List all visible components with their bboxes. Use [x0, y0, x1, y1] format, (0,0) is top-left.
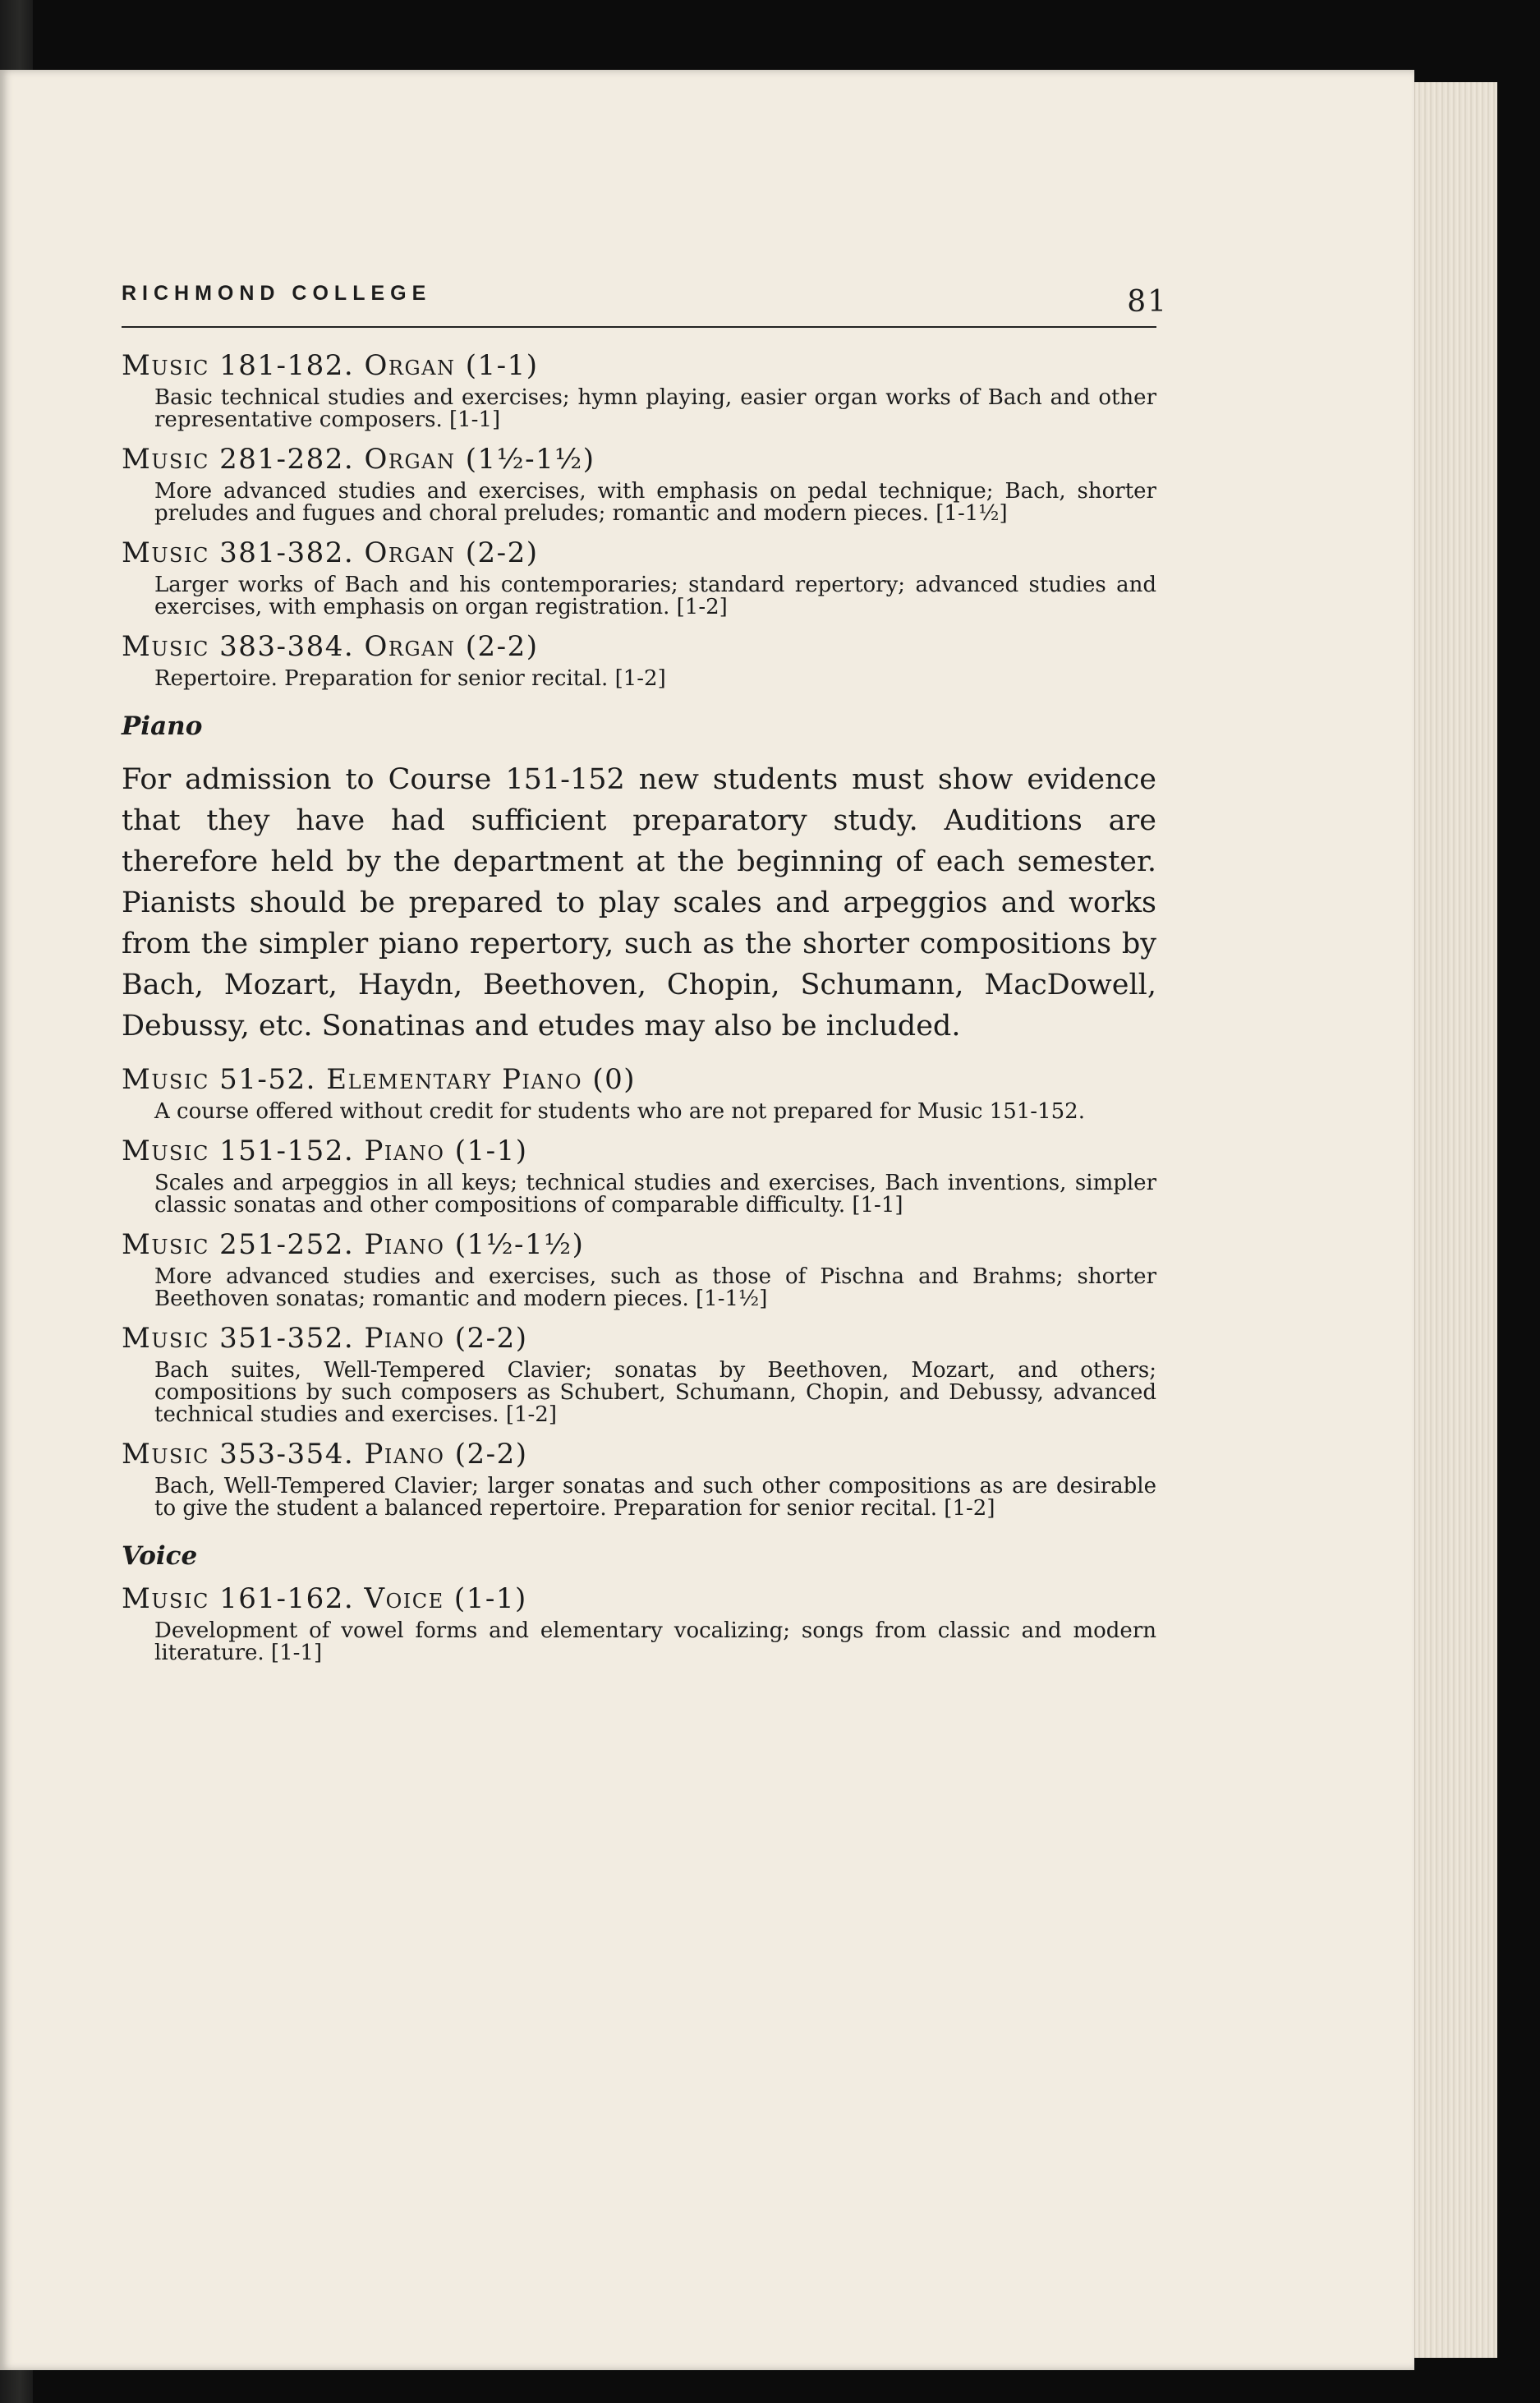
course-entry-organ-383: [122, 630, 1156, 690]
course-description: Basic technical studies and exercises; hymn playing, easier organ works of Bach and other representative composers. [1-1]: [154, 385, 1156, 432]
course-description: Development of vowel forms and elementary vocalizing; songs from classic and modern literature. [1-1]: [154, 1618, 1156, 1665]
course-title: Music 251-252. Piano (1½-1½): [122, 1228, 585, 1261]
course-entry-voice-161: [122, 1582, 1156, 1664]
course-title: Music 383-384. Organ (2-2): [122, 630, 539, 663]
course-description: More advanced studies and exercises, such as those of Pischna and Brahms; shorter Beethoven sonatas; romantic and modern pieces. [1-1½]: [154, 1264, 1156, 1311]
course-entry-piano-351: [122, 1322, 1156, 1426]
piano-intro-paragraph: For admission to Course 151-152 new students must show evidence that they have had sufficient preparatory study. Auditions are therefore held by the department at the beginning of each semester. Pianists should be prepared to play scales and arpeggios and works from the simpler piano repertory, such as the shorter compositions by Bach, Mozart, Haydn, Beethoven, Chopin, Schumann, MacDowell, Debussy, etc. Sonatinas and etudes may also be included.: [122, 763, 1156, 1043]
course-entry-organ-381: [122, 536, 1156, 619]
course-title: Music 181-182. Organ (1-1): [122, 349, 539, 382]
page-content: [122, 275, 1168, 1665]
page-edges: [1414, 82, 1497, 2358]
section-heading-piano: Piano: [122, 711, 203, 741]
course-description: Bach suites, Well-Tempered Clavier; sonatas by Beethoven, Mozart, and others; compositions by such composers as Schubert, Schumann, Chopin, and Debussy, advanced technical studies and exercises. [1-2]: [154, 1358, 1156, 1427]
running-head: [122, 275, 1168, 328]
course-title: Music 161-162. Voice (1-1): [122, 1582, 527, 1615]
running-title: RICHMOND COLLEGE: [122, 282, 432, 305]
course-description: Repertoire. Preparation for senior recital. [1-2]: [154, 666, 666, 691]
course-title: Music 351-352. Piano (2-2): [122, 1322, 528, 1355]
page-number: 81: [1127, 285, 1168, 319]
course-description: Larger works of Bach and his contemporaries; standard repertory; advanced studies and exercises, with emphasis on organ registration. [1-2]: [154, 573, 1156, 619]
course-title: Music 381-382. Organ (2-2): [122, 536, 539, 569]
course-entry-organ-281: [122, 443, 1156, 525]
section-heading-voice: Voice: [122, 1541, 198, 1571]
course-entry-organ-181: [122, 349, 1156, 431]
course-description: Bach, Well-Tempered Clavier; larger sonatas and such other compositions as are desirable to give the student a balanced repertoire. Preparation for senior recital. [1-2]: [154, 1474, 1156, 1521]
course-title: Music 281-282. Organ (1½-1½): [122, 443, 595, 476]
course-description: Scales and arpeggios in all keys; technical studies and exercises, Bach inventions, simpler classic sonatas and other compositions of comparable difficulty. [1-1]: [154, 1171, 1156, 1218]
course-entry-piano-151: [122, 1135, 1156, 1217]
course-title: Music 353-354. Piano (2-2): [122, 1438, 528, 1471]
course-entry-piano-51: [122, 1063, 1156, 1123]
course-title: Music 151-152. Piano (1-1): [122, 1135, 528, 1167]
course-title: Music 51-52. Elementary Piano (0): [122, 1063, 636, 1096]
course-description: More advanced studies and exercises, with emphasis on pedal technique; Bach, shorter preludes and fugues and choral preludes; romantic and modern pieces. [1-1½]: [154, 479, 1156, 526]
course-entry-piano-251: [122, 1228, 1156, 1310]
course-description: A course offered without credit for students who are not prepared for Music 151-152.: [154, 1099, 1085, 1124]
course-entry-piano-353: [122, 1438, 1156, 1520]
